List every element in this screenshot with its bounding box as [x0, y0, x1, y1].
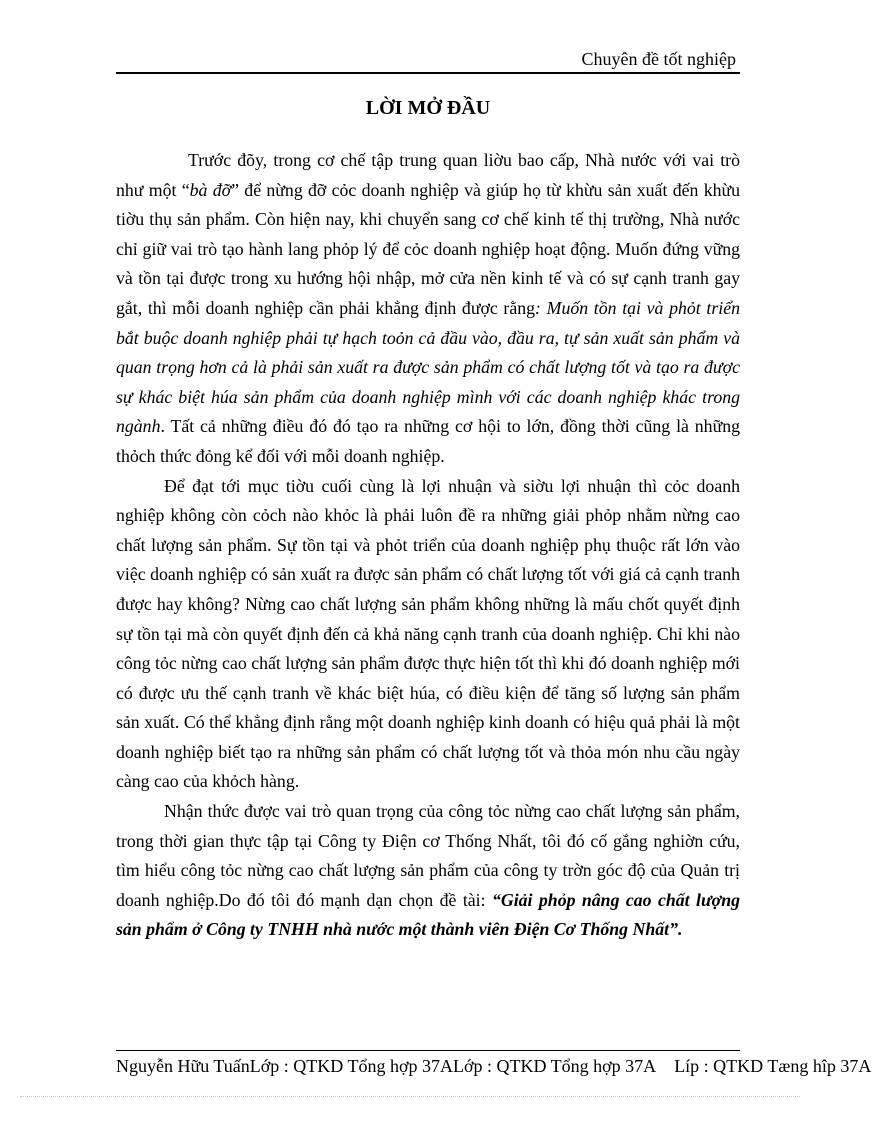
p1-italic-term: bà đỡ — [189, 179, 232, 200]
p1-text-c: ” để nừng đỡ cỏc doanh nghiệp và giúp họ từ khừu sản xuất đến khừu tiờu thụ sản phẩm. Còn hiện nay, khi chuyển sang cơ chế kinh tế thị trường, Nhà nước chỉ giữ vai trò tạo hành lang phỏp lý để cỏc doanh nghiệp hoạt động. Muốn đứng vững và tồn tại được trong xu hướng hội nhập, mở cửa nền kinh tế và có sự cạnh tranh gay gắt, thì mỗi doanh nghiệp cần phải khẳng định được rằng — [116, 179, 740, 318]
p1-text-e: . Tất cả những điều đó đó tạo ra những cơ hội to lớn, đồng thời cũng là những thỏch thức đỏng kể đối với mỗi doanh nghiệp. — [116, 416, 740, 466]
paragraph-3 — [116, 797, 740, 945]
page-title: LỜI MỞ ĐẦU — [365, 97, 491, 119]
body-text — [116, 146, 740, 945]
footer-class-2: Lớp : QTKD Tổng hợp 37A — [452, 1056, 657, 1076]
header-rule — [116, 72, 740, 74]
paragraph-2: Để đạt tới mục tiờu cuối cùng là lợi nhuận và siờu lợi nhuận thì cỏc doanh nghiệp không còn cỏch nào khỏc là phải luôn đề ra những giải phỏp nhằm nừng cao chất lượng sản phẩm. Sự tồn tại và phỏt triển của doanh nghiệp phụ thuộc rất lớn vào việc doanh nghiệp có sản xuất ra được sản phẩm có chất lượng tốt với giá cả cạnh tranh được hay không? Nừng cao chất lượng sản phẩm không những là mấu chốt quyết định sự tồn tại mà còn quyết định đến cả khả năng cạnh tranh của doanh nghiệp. Chỉ khi nào công tỏc nừng cao chất lượng sản phẩm được thực hiện tốt thì khi đó doanh nghiệp mới có được ưu thế cạnh tranh về khác biệt húa, có điều kiện để tăng số lượng sản phẩm sản xuất. Có thể khẳng định rằng một doanh nghiệp kinh doanh có hiệu quả phải là một doanh nghiệp biết tạo ra những sản phẩm có chất lượng tốt và thỏa món nhu cầu ngày càng cao của khỏch hàng. — [116, 475, 740, 792]
footer-class-3: Líp : QTKD Tæng hîp 37A — [674, 1056, 872, 1076]
p1-italic-statement: : Muốn tồn tại và phỏt triển bắt buộc doanh nghiệp phải tự hạch toỏn cả đầu vào, đầu ra, tự sản xuất sản phẩm và quan trọng hơn cả là phải sản xuất ra được sản phẩm có chất lượng tốt và tạo ra được sự khác biệt húa sản phẩm của doanh nghiệp mình với các doanh nghiệp khác trong ngành — [116, 297, 740, 437]
footer-author: Nguyễn Hữu Tuấn — [116, 1056, 250, 1076]
p1-text-a: Trước đõy, trong cơ chế tập trung quan liờu bao cấp, Nhà nước với vai trò như một “ — [116, 150, 740, 200]
page-bottom-dotted-line — [20, 1096, 800, 1097]
p3-text-a: Nhận thức được vai trò quan trọng của công tỏc nừng cao chất lượng sản phẩm, trong thời gian thực tập tại Công ty Điện cơ Thống Nhất, tôi đó cố gắng nghiờn cứu, tìm hiểu công tỏc nừng cao chất lượng sản phẩm của công ty trờn góc độ của Quản trị doanh nghiệp.Do đó tôi đó mạnh dạn chọn đề tài: — [116, 801, 740, 910]
footer-class-1: Lớp : QTKD Tổng hợp 37A — [249, 1056, 453, 1076]
running-header: Chuyên đề tốt nghiệp — [581, 49, 736, 69]
footer-rule — [116, 1050, 740, 1051]
footer — [116, 1055, 872, 1077]
paragraph-1 — [116, 146, 740, 472]
thesis-topic: “Giải phỏp nâng cao chất lượng sản phẩm ở Công ty TNHH nhà nước một thành viên Điện Cơ Thống Nhất”. — [116, 889, 740, 940]
